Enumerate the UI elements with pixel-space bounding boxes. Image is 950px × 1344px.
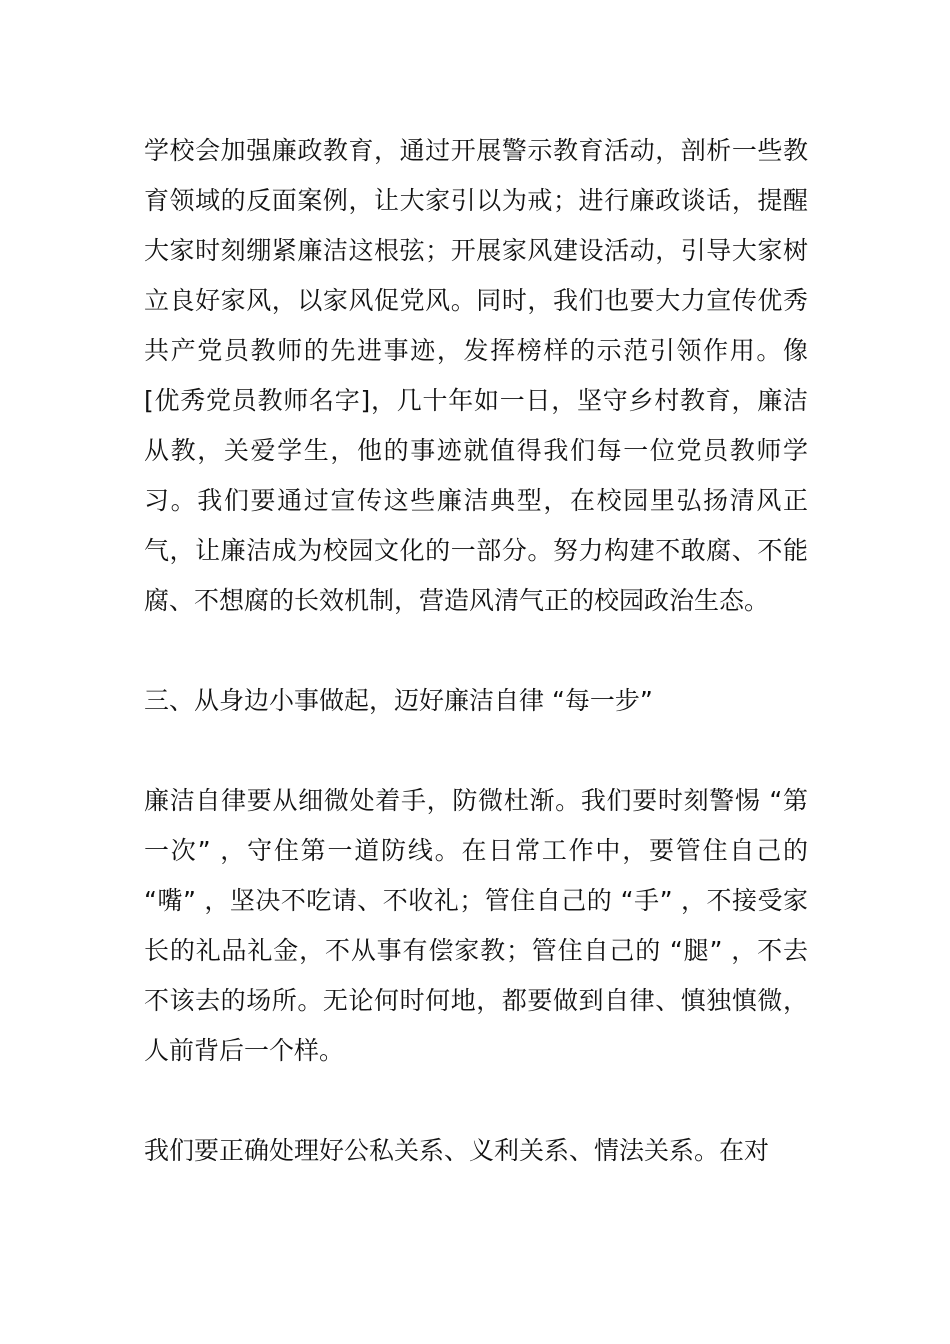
paragraph-relationships: 我们要正确处理好公私关系、义利关系、情法关系。在对: [144, 1136, 770, 1165]
paragraph-spacer: [144, 726, 808, 776]
paragraph-self-discipline: 廉洁自律要从细微处着手，防微杜渐。我们要时刻警惕 “第一次” ，守住第一道防线。在日常工作中，要管住自己的 “嘴” ，坚决不吃请、不收礼；管住自己的 “手” ，不接受家长的礼品礼金，不从事有偿家教；管住自己的 “腿” ，不去不该去的场所。无论何时何地，都要做到自律、慎独慎微，人前背后一个样。: [144, 786, 808, 1065]
section-heading-three: 三、从身边小事做起，迈好廉洁自律 “每一步”: [144, 686, 653, 715]
paragraph-integrity-education: 学校会加强廉政教育，通过开展警示教育活动，剖析一些教育领域的反面案例，让大家引以为戒；进行廉政谈话，提醒大家时刻绷紧廉洁这根弦；开展家风建设活动，引导大家树立良好家风，以家风促党风。同时，我们也要大力宣传优秀共产党员教师的先进事迹，发挥榜样的示范引领作用。像 [优秀党员教师名字]，几十年如一日，坚守乡村教育，廉洁从教，关爱学生，他的事迹就值得我们每一位党员教师学习。我们要通过宣传这些廉洁典型，在校园里弘扬清风正气，让廉洁成为校园文化的一部分。努力构建不敢腐、不能腐、不想腐的长效机制，营造风清气正的校园政治生态。: [144, 136, 808, 615]
paragraph-spacer: [144, 626, 808, 676]
document-body: [144, 126, 808, 1176]
paragraph-spacer: [144, 1076, 808, 1126]
